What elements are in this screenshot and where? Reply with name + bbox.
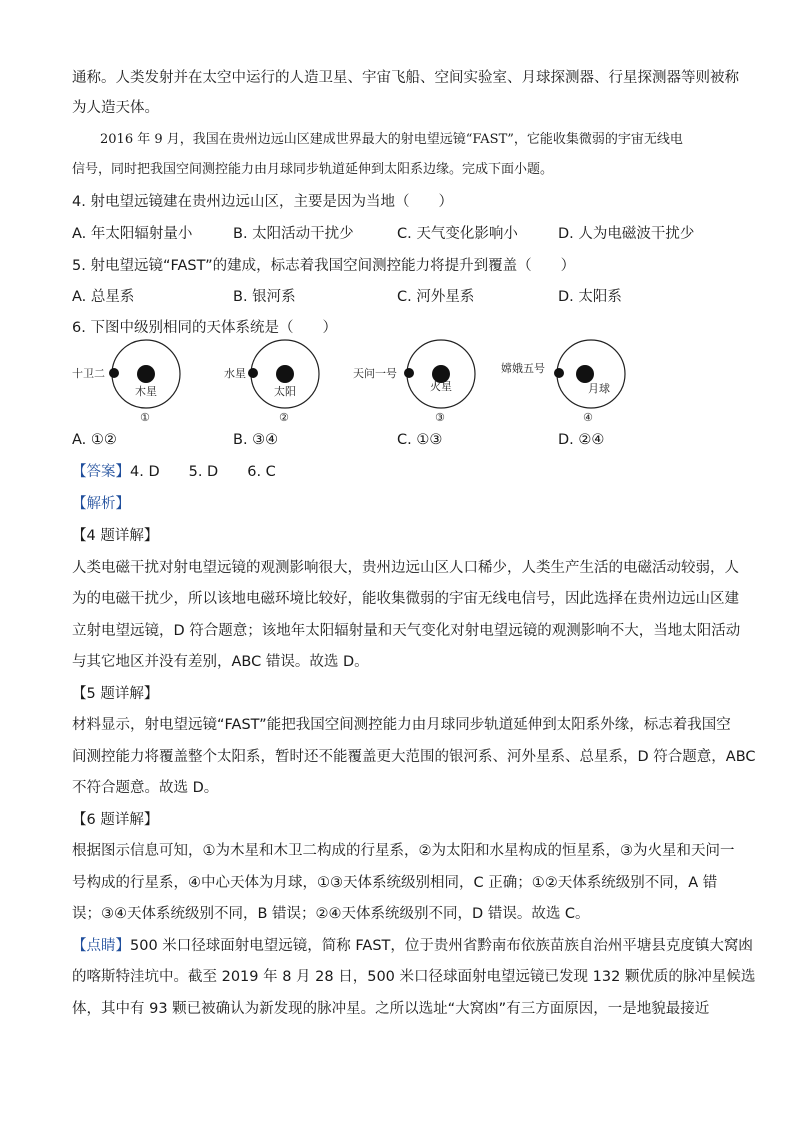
q6-option-a: A. ①② [72,432,117,448]
detail-6-title: 【6 题详解】 [72,812,159,828]
detail-4-line-1: 人类电磁干扰对射电望远镜的观测影响很大，贵州边远山区人口稀少，人类生产生活的电磁活动较弱，人 [72,560,739,576]
orbiting-body [554,368,564,378]
note-text-1: 500 米口径球面射电望远镜，简称 FAST，位于贵州省黔南布依族苗族自治州平塘县克度镇大窝凼 [130,938,753,954]
q4-option-b: B. 太阳活动干扰少 [233,226,354,242]
note-line-2: 的喀斯特洼坑中。截至 2019 年 8 月 28 日，500 米口径球面射电望远镜已发现 132 颗优质的脉冲星候选 [72,969,756,985]
q6-option-b: B. ③④ [233,432,279,448]
detail-6-line-1: 根据图示信息可知，①为木星和木卫二构成的行星系，②为太阳和水星构成的恒星系，③为火星和天问一 [72,843,735,859]
outer-body-label: 水星 [224,367,246,380]
answer-label: 【答案】 [72,464,130,480]
q6-option-c: C. ①③ [397,432,443,448]
intro-line-3: 2016 年 9 月，我国在贵州边远山区建成世界最大的射电望远镜“FAST”，它能收集微弱的宇宙无线电 [100,132,683,147]
detail-6-line-3: 误；③④天体系统级别不同，B 错误；②④天体系统级别不同，D 错误。故选 C。 [72,906,590,922]
center-body-label: 火星 [430,380,452,393]
q6-option-d: D. ②④ [558,432,605,448]
answer-line [72,462,276,482]
detail-5-line-1: 材料显示，射电望远镜“FAST”能把我国空间测控能力由月球同步轨道延伸到太阳系外缘，标志着我国空 [72,717,731,733]
intro-line-4: 信号，同时把我国空间测控能力由月球同步轨道延伸到太阳系边缘。完成下面小题。 [72,162,554,177]
q4-option-a: A. 年太阳辐射量小 [72,226,193,242]
orbiting-body [109,368,119,378]
central-body [137,365,155,383]
orbiting-body [248,368,258,378]
detail-4-line-2: 为的电磁干扰少，所以该地电磁环境比较好，能收集微弱的宇宙无线电信号，因此选择在贵州边远山区建 [72,591,739,607]
detail-5-line-2: 间测控能力将覆盖整个太阳系，暂时还不能覆盖更大范围的银河系、河外星系、总星系，D 符合题意，ABC [72,749,756,765]
system-diagram-1 [72,340,180,424]
celestial-systems-diagram [72,332,722,427]
note-label: 【点睛】 [72,938,130,954]
answer-text: 4. D 5. D 6. C [130,464,276,480]
system-diagram-3 [353,340,475,424]
analysis-label: 【解析】 [72,496,130,512]
detail-4-line-4: 与其它地区并没有差别，ABC 错误。故选 D。 [72,654,369,670]
note-line-3: 体，其中有 93 颗已被确认为新发现的脉冲星。之所以选址“大窝凼”有三方面原因，一是地貌最接近 [72,1001,710,1017]
q6-stem: 6. 下图中级别相同的天体系统是（ ） [72,320,337,336]
detail-6-line-2: 号构成的行星系，④中心天体为月球，①③天体系统级别相同，C 正确；①②天体系统级别不同，A 错 [72,875,718,891]
q5-option-d: D. 太阳系 [558,289,622,305]
diagram-number: ① [140,411,150,424]
center-body-label: 木星 [135,385,157,398]
detail-5-line-3: 不符合题意。故选 D。 [72,780,219,796]
outer-body-label: 天问一号 [353,367,397,380]
intro-line-2: 为人造天体。 [72,100,159,116]
orbiting-body [404,368,414,378]
system-diagram-2 [224,340,319,424]
q4-stem: 4. 射电望远镜建在贵州边远山区，主要是因为当地（ ） [72,194,453,210]
detail-4-title: 【4 题详解】 [72,528,159,544]
center-body-label: 太阳 [274,385,296,398]
q5-option-c: C. 河外星系 [397,289,475,305]
q4-option-d: D. 人为电磁波干扰少 [558,226,695,242]
diagram-number: ③ [435,411,445,424]
q4-option-c: C. 天气变化影响小 [397,226,518,242]
central-body [276,365,294,383]
outer-body-label: 十卫二 [72,367,105,380]
center-body-label: 月球 [588,382,610,395]
detail-5-title: 【5 题详解】 [72,686,159,702]
diagram-number: ② [279,411,289,424]
diagram-number: ④ [583,411,593,424]
central-body [576,365,594,383]
q5-stem: 5. 射电望远镜“FAST”的建成，标志着我国空间测控能力将提升到覆盖（ ） [72,258,576,274]
intro-line-1: 通称。人类发射并在太空中运行的人造卫星、宇宙飞船、空间实验室、月球探测器、行星探测器等则被称 [72,70,739,86]
note-line-1 [72,936,753,956]
detail-4-line-3: 立射电望远镜，D 符合题意；该地年太阳辐射量和天气变化对射电望远镜的观测影响不大，当地太阳活动 [72,623,741,639]
q5-option-a: A. 总星系 [72,289,135,305]
outer-body-label: 嫦娥五号 [501,362,545,375]
q5-option-b: B. 银河系 [233,289,296,305]
system-diagram-4 [501,340,625,424]
